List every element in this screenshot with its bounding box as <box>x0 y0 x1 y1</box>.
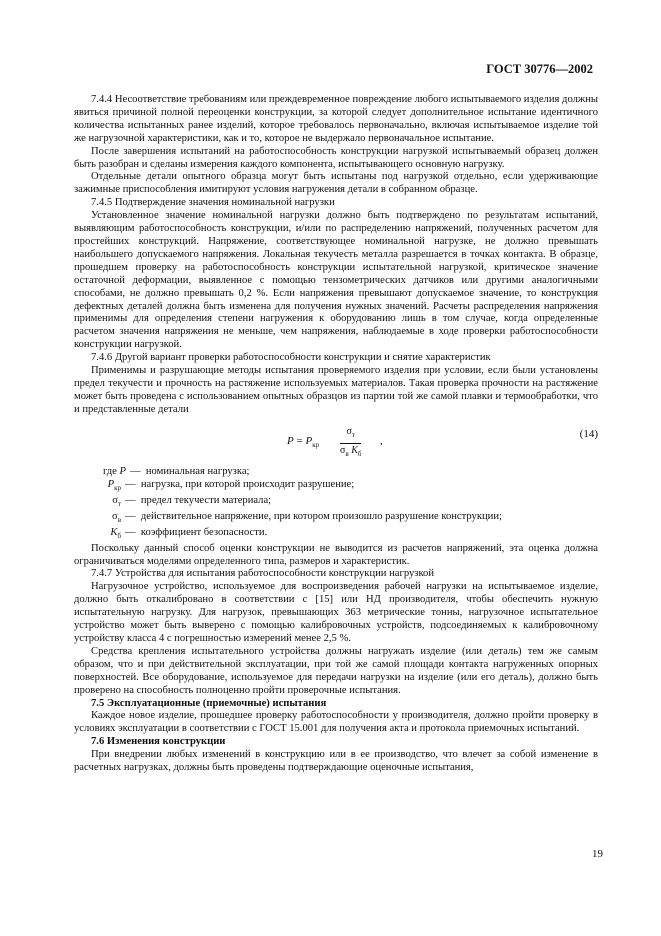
paragraph: Отдельные детали опытного образца могут быть испытаны под нагрузкой отдельно, если удерживающие зажимные приспособления имитируют условия нагружения детали в собранном образце. <box>74 171 598 196</box>
page-body <box>74 94 598 775</box>
paragraph: Установленное значение номинальной нагрузки должно быть подтверждено по результатам испытаний, выявляющим работоспособность конструкции, и/или по распределению напряжений, полученных расчетом для простейших конструкций. Напряжение, соответствующее номинальной нагрузке, не должно превышать наибольшего допускаемого напряжения. Локальная текучесть металла разрешается в точках контакта. В образце, прошедшем проверку на работоспособность конструкции испытательной нагрузкой, критическое значение остаточной деформации, выявленное с помощью тензометрических датчиков или другими аналогичными способами, не должно превышать 0,2 %. Если напряжения превышают допускаемое значение, то конструкция дефектных деталей должна быть изменена для получения нужных значений. Расчеты распределения напряжения применимы для определения степени нагружения к оборудованию лишь в том случае, когда определенные расчетом значения напряжения не меньше, чем напряжения, наблюдаемые в ходе проверки работоспособности конструкции нагрузкой. <box>74 210 598 351</box>
legend-row: $\sigma_в$ — действительное напряжение, при котором произошло разрушение конструкции; <box>111 510 502 524</box>
section-heading: 7.6 Изменения конструкции <box>91 736 226 748</box>
legend-row: где P — номинальная нагрузка; <box>102 465 250 477</box>
paragraph: Применимы и разрушающие методы испытания проверяемого изделия при условии, если были установлены предел текучести и прочность на растяжение используемых материалов. Такая проверка прочности на растяжение может быть проведена с использованием опытных образцов из партии той же самой плавки и термообработки, что и представленные детали <box>74 365 598 415</box>
paragraph: Нагрузочное устройство, используемое для воспроизведения рабочей нагрузки на испытываемое изделие, должно быть откалибровано в соответствии с [15] или НД производителя, чтобы обеспечить нужную испытательную нагрузку. Для нагрузок, превышающих 363 метрические тонны, нагрузочное испытательное устройство может быть выверено с помощью калибровочных устройств, подсоединяемых к калибровочному устройству класса 4 с погрешностью измерений менее 2,5 %. <box>74 581 598 644</box>
legend-row: $K_б$ — коэффициент безопасности. <box>110 526 268 540</box>
section-heading: 7.4.5 Подтверждение значения номинальной нагрузки <box>91 197 335 209</box>
formula-denominator: $\sigma_в$ $K_б$ <box>340 444 362 458</box>
paragraph: При внедрении любых изменений в конструкцию или в ее производство, что влечет за собой изменение в расчетных нагрузках, должны быть проведены подтверждающие оценочные испытания, <box>74 749 598 774</box>
formula-lhs: $P = P_{кр}$ <box>287 434 320 449</box>
paragraph: Каждое новое изделие, прошедшее проверку работоспособности у производителя, должно пройти проверку в условиях эксплуатации в соответствии с ГОСТ 15.001 для получения акта и протокола приемочных испытаний. <box>74 710 598 735</box>
paragraph: Поскольку данный способ оценки конструкции не выводится из расчетов напряжений, эта оценка должна ограничиваться моделями определенного типа, размеров и характеристик. <box>74 542 598 567</box>
legend-row: $\sigma_т$ — предел текучести материала; <box>112 494 272 508</box>
paragraph: Средства крепления испытательного устройства должны нагружать изделие (или деталь) тем же самым образом, что и при действительной эксплуатации, при той же самой площади контакта нагруженных опорных поверхностей. Все оборудование, используемое для передачи нагрузки на изделие (или его деталь), должно быть проверено на способность полноценно пройти проверочные испытания. <box>74 645 598 696</box>
section-heading: 7.4.7 Устройства для испытания работоспособности конструкции нагрузкой <box>91 568 435 580</box>
section-heading: 7.4.6 Другой вариант проверки работоспособности конструкции и снятие характеристик <box>91 352 491 364</box>
section-heading: 7.5 Эксплуатационные (приемочные) испытания <box>91 697 327 709</box>
formula-comma: , <box>380 434 383 447</box>
page-number: 19 <box>592 848 603 860</box>
formula-number: (14) <box>579 427 598 440</box>
formula-14 <box>74 420 598 464</box>
symbol-legend <box>74 466 598 543</box>
paragraph: 7.4.4 Несоответствие требованиям или преждевременное повреждение любого испытываемого изделия должны явиться причиной полной переоценки конструкции, за которой следует дополнительное испытание идентичного количества испытанных ранее изделий, которое требовалось первоначально, включая испытываемое изделие той же нагрузочной характеристики, как и то, которое не выдержало первоначальное испытание. <box>74 94 598 144</box>
formula-numerator: $\sigma_т$ <box>340 426 361 444</box>
formula-fraction <box>340 426 361 461</box>
legend-row: $P_{кр}$ — нагрузка, при которой происходит разрушение; <box>107 478 355 492</box>
document-header: ГОСТ 30776—2002 <box>486 62 593 76</box>
paragraph: После завершения испытаний на работоспособность конструкции нагрузкой испытываемый образец должен быть разобран и сделаны измерения каждого компонента, испытывающего основную нагрузку. <box>74 145 598 170</box>
